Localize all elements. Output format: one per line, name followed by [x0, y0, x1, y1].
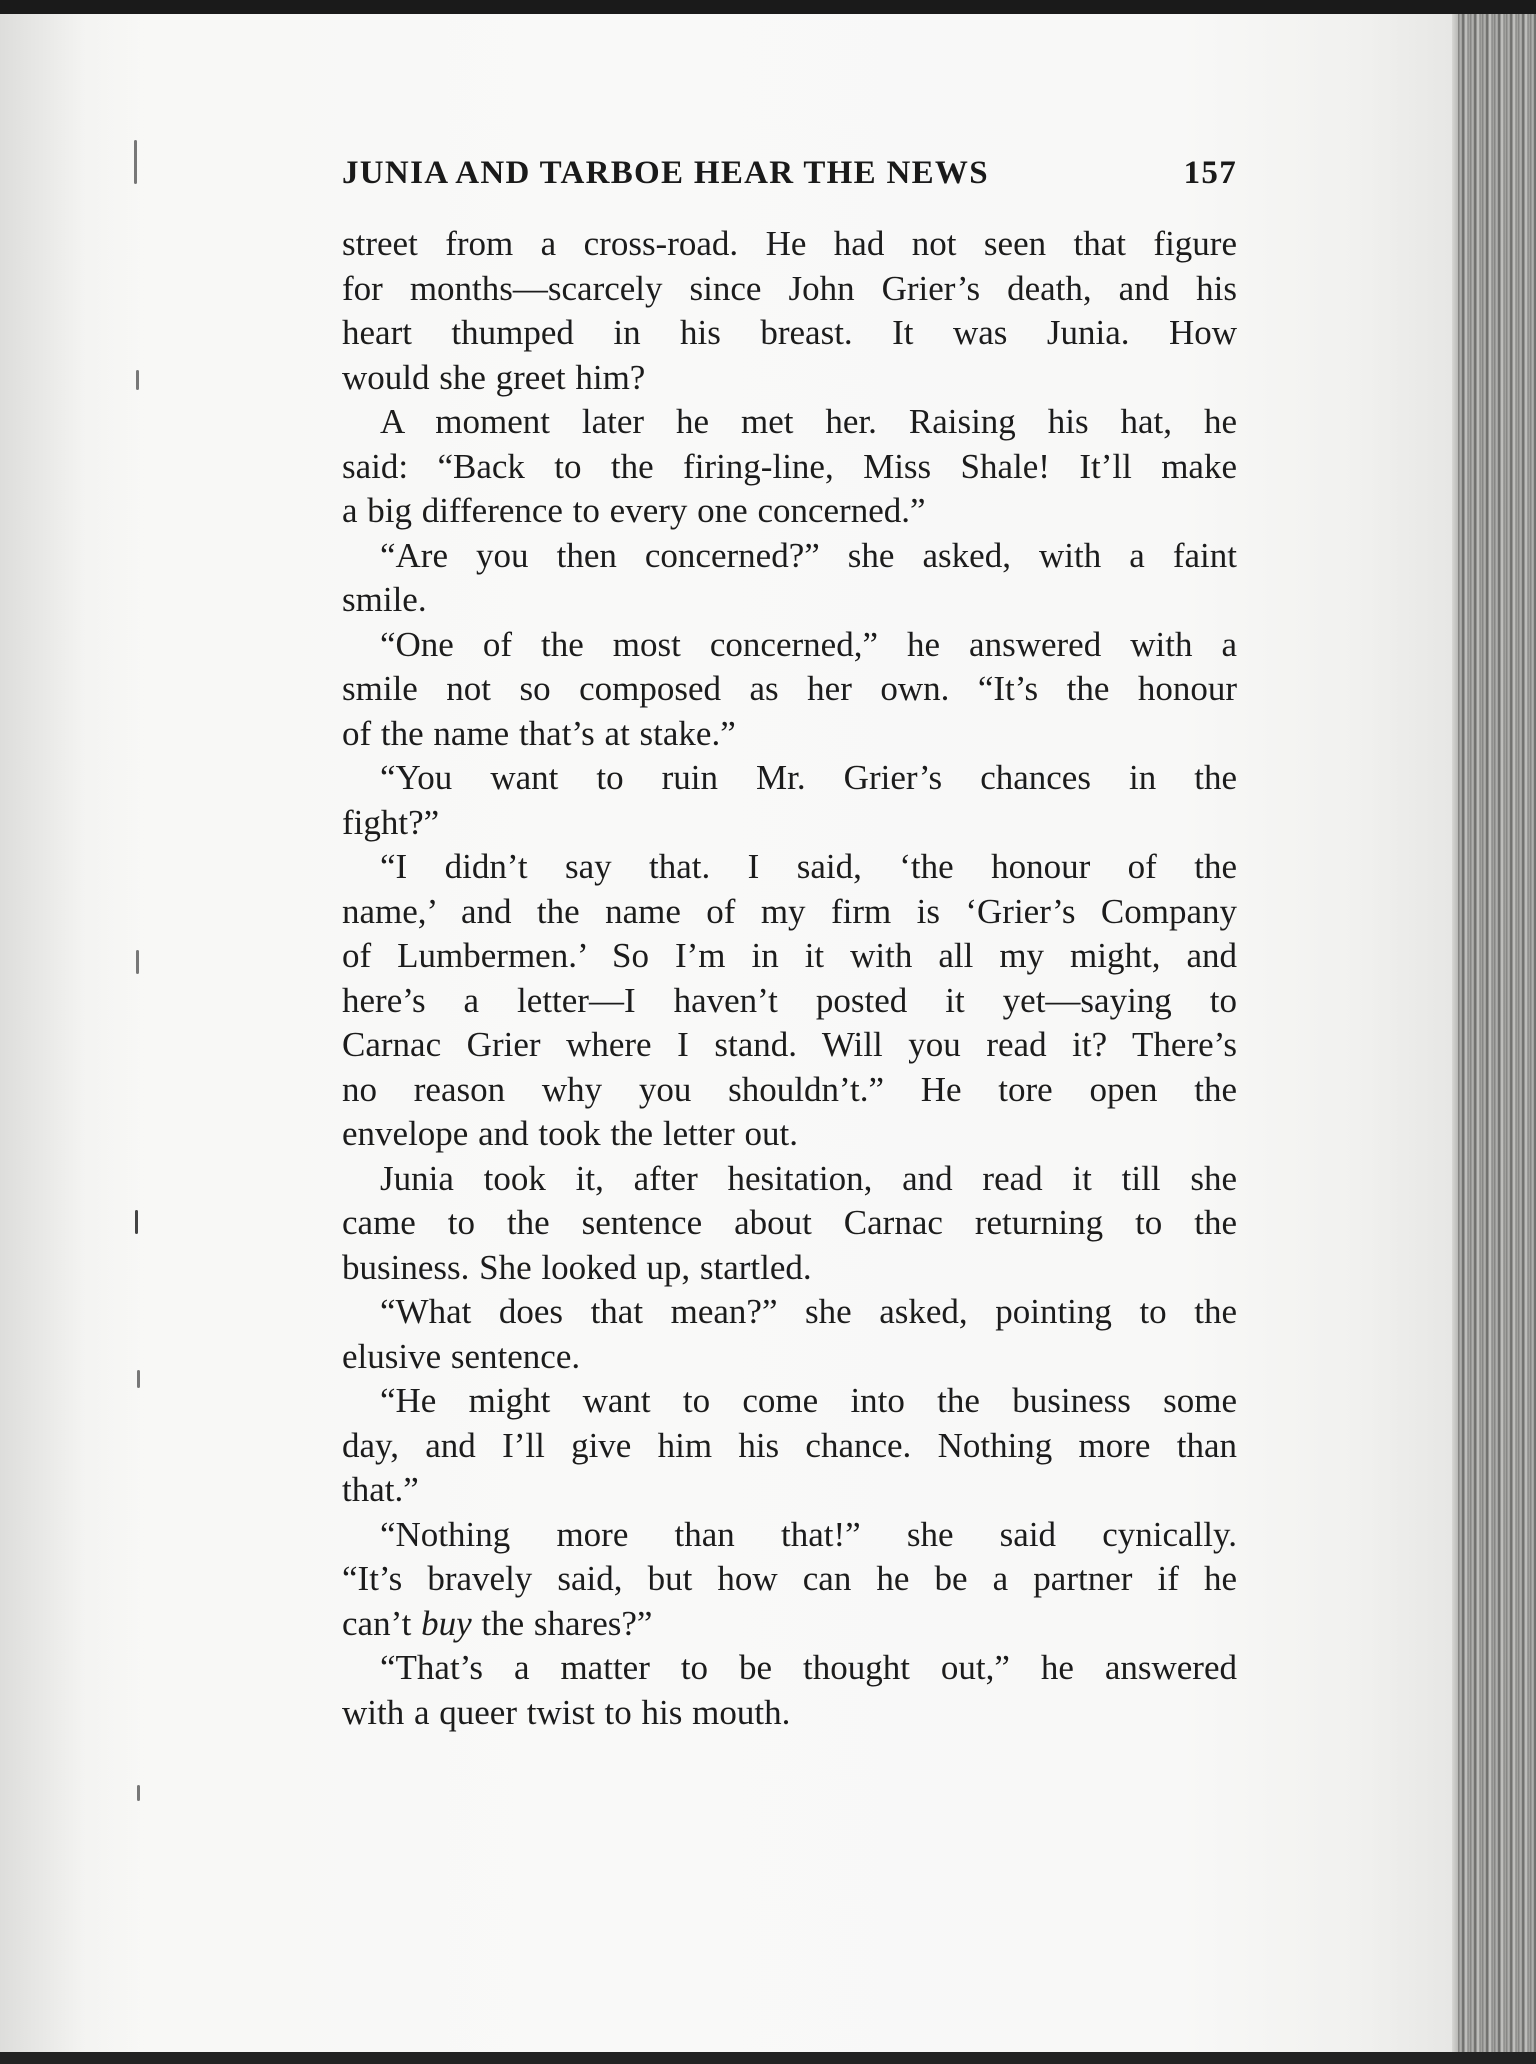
- paragraph: [342, 222, 1237, 400]
- gutter-shadow: [0, 14, 140, 2054]
- text-line: a big difference to every one concerned.”: [342, 491, 926, 530]
- paragraph: [342, 623, 1237, 757]
- top-edge: [0, 0, 1536, 14]
- text-line: elusive sentence.: [342, 1336, 581, 1376]
- text-line: smile not so composed as her own. “It’s the honour: [342, 669, 1237, 708]
- gutter-mark: [134, 140, 137, 184]
- text-line: of Lumbermen.’ So I’m in it with all my might, and: [342, 936, 1237, 975]
- text-line: “That’s a matter to be thought out,” he answered: [380, 1648, 1237, 1687]
- bottom-edge: [0, 2052, 1536, 2064]
- text-line: would she greet him?: [342, 357, 646, 397]
- paragraph: [342, 1290, 1237, 1379]
- text-line: no reason why you shouldn’t.” He tore open the: [342, 1069, 1237, 1109]
- text-line: “Are you then concerned?” she asked, with a faint: [380, 535, 1237, 575]
- text-line: said: “Back to the firing-line, Miss Shale! It’ll make: [342, 446, 1237, 486]
- gutter-mark: [136, 370, 139, 390]
- paragraph: [342, 1646, 1237, 1735]
- paragraph: [342, 756, 1237, 845]
- text-fragment: can’t: [342, 1603, 422, 1643]
- text-line: “He might want to come into the business some: [380, 1381, 1237, 1420]
- page-text: [342, 148, 1237, 1735]
- text-line: smile.: [342, 580, 427, 619]
- gutter-mark: [136, 950, 139, 974]
- text-line: “Nothing more than that!” she said cynically.: [380, 1514, 1237, 1554]
- text-line: fight?”: [342, 802, 440, 842]
- text-line: heart thumped in his breast. It was Junia. How: [342, 313, 1237, 352]
- text-line: “What does that mean?” she asked, pointing to the: [380, 1292, 1237, 1331]
- text-line: “It’s bravely said, but how can he be a partner if he: [342, 1559, 1237, 1598]
- text-line: envelope and took the letter out.: [342, 1114, 798, 1153]
- text-fragment: the shares?”: [481, 1603, 653, 1643]
- paragraph: [342, 534, 1237, 623]
- text-line: of the name that’s at stake.”: [342, 713, 736, 753]
- gutter-mark: [137, 1785, 140, 1801]
- paragraph: [342, 1157, 1237, 1291]
- text-line: “I didn’t say that. I said, ‘the honour of the: [380, 847, 1237, 886]
- gutter-mark: [135, 1210, 138, 1234]
- text-line: business. She looked up, startled.: [342, 1247, 812, 1287]
- text-line: came to the sentence about Carnac returning to the: [342, 1203, 1237, 1242]
- gutter-mark: [137, 1370, 140, 1388]
- italic-word: buy: [421, 1603, 472, 1643]
- text-line: street from a cross-road. He had not seen that figure: [342, 224, 1237, 263]
- text-line: “One of the most concerned,” he answered with a: [380, 624, 1237, 664]
- paragraph: [342, 400, 1237, 534]
- paragraph: [342, 845, 1237, 1157]
- text-line: day, and I’ll give him his chance. Nothing more than: [342, 1425, 1237, 1465]
- text-line: “You want to ruin Mr. Grier’s chances in the: [380, 758, 1237, 797]
- paragraph: [342, 1513, 1237, 1647]
- running-head: [342, 148, 1237, 198]
- running-head-title: JUNIA AND TARBOE HEAR THE NEWS: [342, 155, 989, 191]
- text-line: that.”: [342, 1470, 419, 1509]
- book-page-edges: [1458, 14, 1536, 2064]
- paragraph: [342, 1379, 1237, 1513]
- page-number: 157: [1183, 155, 1237, 191]
- text-line: with a queer twist to his mouth.: [342, 1692, 791, 1732]
- text-line: for months—scarcely since John Grier’s death, and his: [342, 268, 1237, 308]
- text-line: A moment later he met her. Raising his hat, he: [380, 402, 1237, 441]
- text-line: here’s a letter—I haven’t posted it yet—saying to: [342, 980, 1237, 1020]
- text-line: Carnac Grier where I stand. Will you read it? There’s: [342, 1025, 1237, 1064]
- text-line: name,’ and the name of my firm is ‘Grier’s Company: [342, 891, 1237, 931]
- text-line: Junia took it, after hesitation, and read it till she: [380, 1158, 1237, 1198]
- text-line: [342, 1602, 1237, 1647]
